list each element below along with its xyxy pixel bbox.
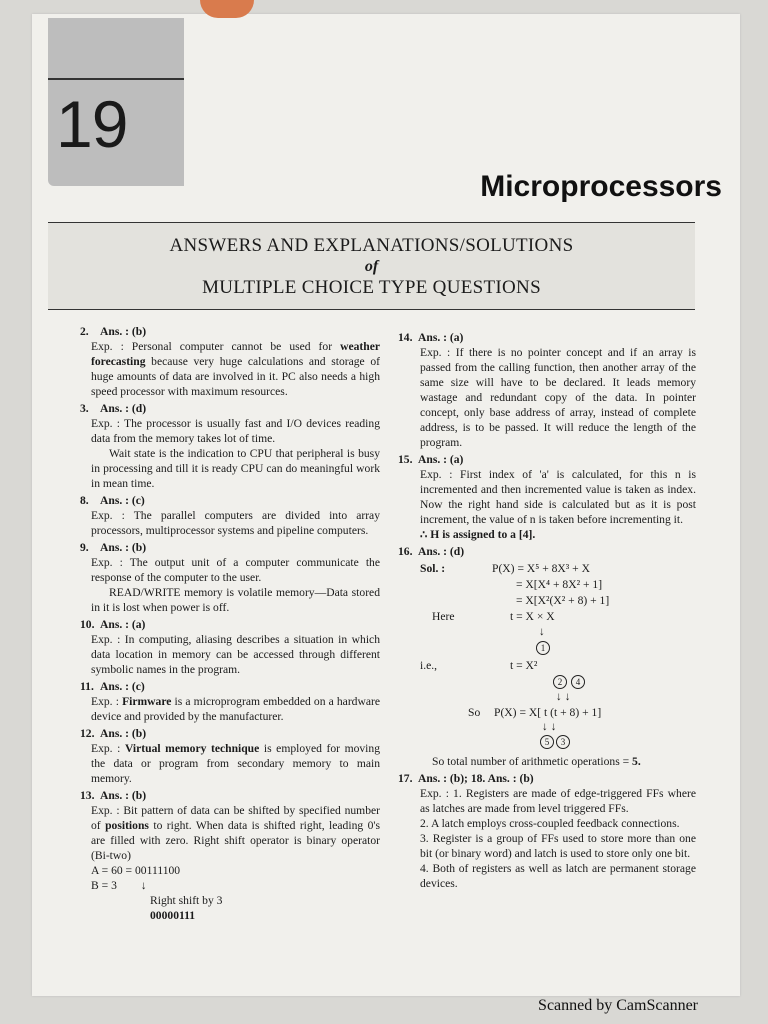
shift-result: 00000111 xyxy=(150,909,196,922)
explanation-point: 4. Both of registers as well as latch are permanent storage devices. xyxy=(420,862,696,890)
so-label: So xyxy=(468,706,481,719)
answer-heading: 11. Ans. : (c) xyxy=(80,680,145,693)
explanation: Exp. : Virtual memory technique is employed for moving the data or program from secondary memory to main memory. xyxy=(91,742,380,785)
chapter-number: 19 xyxy=(56,87,128,161)
explanation-paragraph: Wait state is the indication to CPU that peripheral is busy in processing and till it is ready CPU can do meaningful work in mean time. xyxy=(91,447,380,490)
answer-heading: 3. Ans. : (d) xyxy=(80,402,147,415)
explanation: Exp. : Firmware is a microprogram embedded on a hardware device and provided by the manufacturer. xyxy=(91,695,381,723)
answer-heading: 17. Ans. : (b); 18. Ans. : (b) xyxy=(398,772,534,785)
answer-heading: 10. Ans. : (a) xyxy=(80,618,146,631)
explanation-point: 3. Register is a group of FFs used to store more than one bit (or binary word) and latch is used to store only one bit. xyxy=(420,832,696,860)
ie-label: i.e., xyxy=(420,659,438,672)
circled-number: 4 xyxy=(571,675,585,689)
left-column xyxy=(80,322,380,923)
arrows: ↓ ↓ xyxy=(542,720,557,733)
circled-number: 1 xyxy=(536,641,550,655)
explanation: Exp. : First index of 'a' is calculated, for this n is incremented and then incremented value is taken as index. Now the right hand side is calculated but as it is post increment, the value of n is taken before incrementing it. xyxy=(420,468,696,526)
shift-example-line: A = 60 = 00111100 xyxy=(91,864,181,877)
scanner-watermark: Scanned by CamScanner xyxy=(538,997,698,1014)
right-column xyxy=(398,328,696,891)
shift-example-line: Right shift by 3 xyxy=(150,894,223,907)
header-line-1: ANSWERS AND EXPLANATIONS/SOLUTIONS xyxy=(169,235,574,256)
answer-heading: 8. Ans. : (c) xyxy=(80,494,145,507)
explanation: Exp. : 1. Registers are made of edge-triggered FFs where as latches are made from level triggered FFs. xyxy=(420,787,696,815)
circled-number: 5 xyxy=(540,735,554,749)
section-header-band xyxy=(48,222,695,310)
equation-line: = X[X²(X² + 8) + 1] xyxy=(516,594,610,607)
equation-line: P(X) = X[ t (t + 8) + 1] xyxy=(494,706,602,719)
answer-heading: 16. Ans. : (d) xyxy=(398,545,465,558)
answer-heading: 13. Ans. : (b) xyxy=(80,789,147,802)
here-label: Here xyxy=(432,610,455,623)
explanation: Exp. : The parallel computers are divided into array processors, multiprocessor systems and pipeline computers. xyxy=(91,509,380,537)
explanation-result: ∴ H is assigned to a [4]. xyxy=(420,528,536,541)
answer-heading: 15. Ans. : (a) xyxy=(398,453,464,466)
circled-number: 2 xyxy=(553,675,567,689)
explanation: Exp. : If there is no pointer concept and if an array is passed from the calling function, then another array of the same size will have to be declared. It leads memory wastage and redundant copy of the data. In pointer concept, only base address of array, instead of complete address, is to be passed. It will reduce the length of the program. xyxy=(420,346,696,449)
explanation: Exp. : Personal computer cannot be used for weather forecasting because very huge calculations and storage of huge amounts of data are involved in it. PC also needs a high speed processor with maximum resources. xyxy=(91,340,380,398)
equation-line: t = X × X xyxy=(510,610,555,623)
chapter-rule xyxy=(48,78,184,80)
explanation: Exp. : The processor is usually fast and I/O devices reading data from the memory takes lot of time. xyxy=(91,417,380,445)
header-line-2: of xyxy=(364,258,379,275)
equation-line: P(X) = X⁵ + 8X³ + X xyxy=(492,562,590,575)
arrows: ↓ ↓ xyxy=(556,690,571,703)
arrow: ↓ xyxy=(539,625,545,638)
shift-example-line: B = 3 ↓ xyxy=(91,879,147,892)
total-operations: So total number of arithmetic operations = 5. xyxy=(432,755,641,768)
explanation: Exp. : The output unit of a computer communicate the response of the computer to the user. xyxy=(91,556,380,584)
equation-line: t = X² xyxy=(510,659,538,672)
chapter-title: Microprocessors xyxy=(480,170,722,203)
explanation-point: 2. A latch employs cross-coupled feedback connections. xyxy=(420,817,680,830)
header-line-3: MULTIPLE CHOICE TYPE QUESTIONS xyxy=(202,277,541,298)
answer-heading: 2. Ans. : (b) xyxy=(80,325,147,338)
solution-derivation xyxy=(398,559,696,754)
equation-line: = X[X⁴ + 8X² + 1] xyxy=(516,578,603,591)
answer-heading: 9. Ans. : (b) xyxy=(80,541,147,554)
explanation: Exp. : Bit pattern of data can be shifted by specified number of positions to right. When data is shifted right, leading 0's are filled with zero. Right shift operator is binary operator (Bi-two) xyxy=(91,804,380,862)
sol-label: Sol. : xyxy=(420,562,446,575)
explanation-paragraph: READ/WRITE memory is volatile memory—Data stored in it is lost when power is off. xyxy=(91,586,380,614)
answer-heading: 14. Ans. : (a) xyxy=(398,331,464,344)
answer-heading: 12. Ans. : (b) xyxy=(80,727,147,740)
explanation: Exp. : In computing, aliasing describes a situation in which data location in memory can be accessed through different symbolic names in the program. xyxy=(91,633,380,676)
circled-number: 3 xyxy=(556,735,570,749)
